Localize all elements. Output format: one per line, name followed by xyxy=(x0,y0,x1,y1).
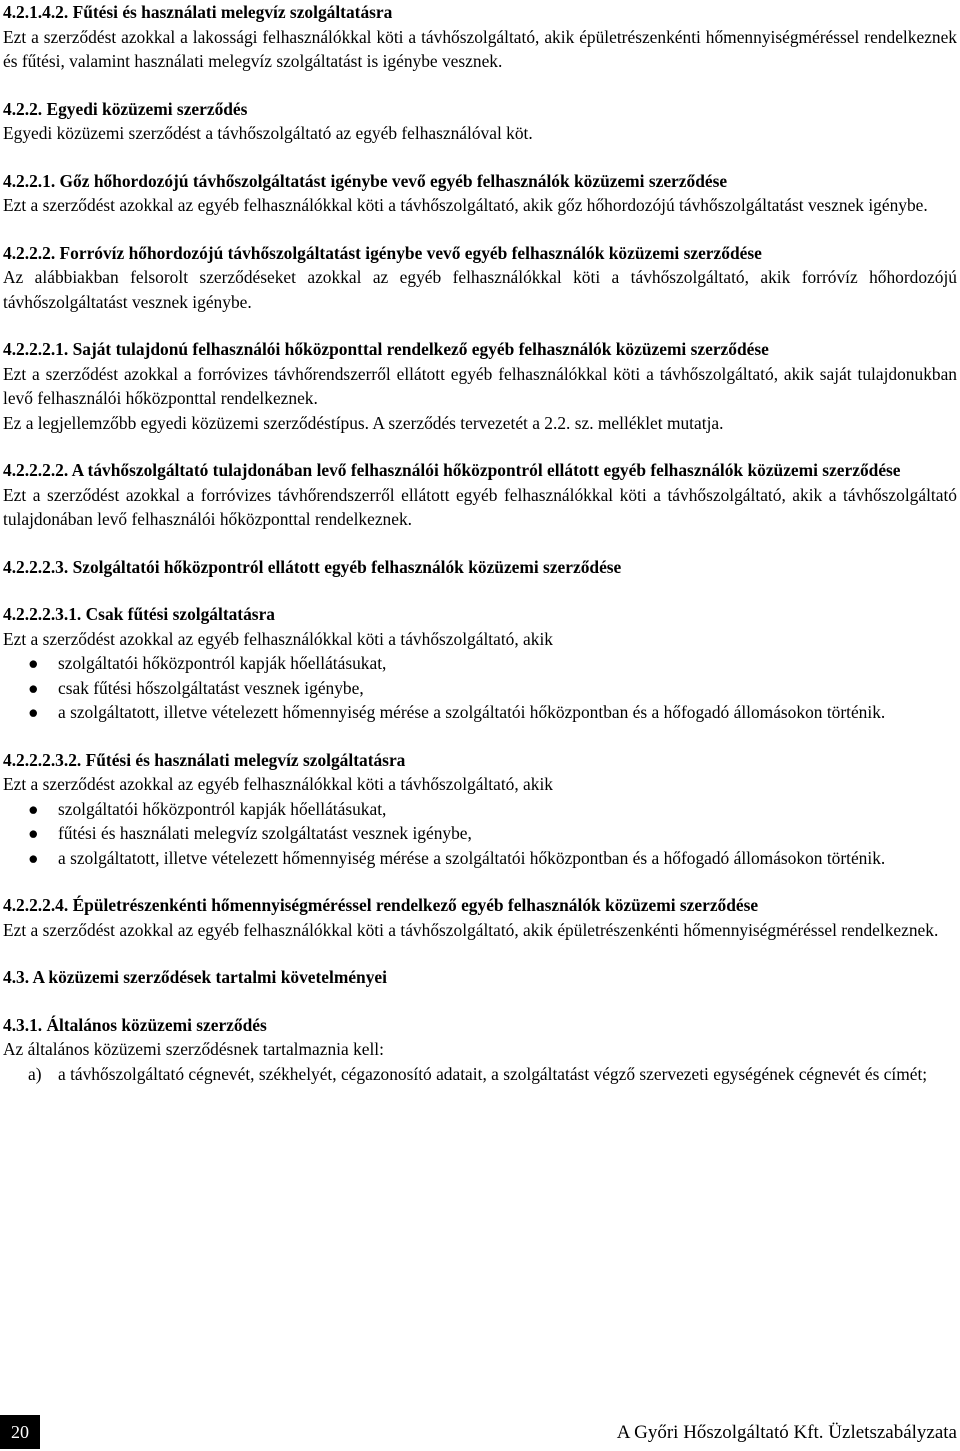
bullet-icon: ● xyxy=(28,653,39,673)
heading-number: 4.2.2.2.2. xyxy=(3,460,69,480)
heading-text: Egyedi közüzemi szerződés xyxy=(46,98,248,119)
heading-text: Csak fűtési szolgáltatásra xyxy=(85,604,275,624)
list-item: ● a szolgáltatott, illetve vételezett hőmennyiség mérése a szolgáltatói hőközpontban és a hőfogadó állomásokon történik. xyxy=(3,700,957,725)
list-marker: a) xyxy=(28,1063,42,1084)
section-heading xyxy=(3,458,957,483)
heading-text: Épületrészenkénti hőmennyiségméréssel rendelkező egyéb felhasználók közüzemi szerződése xyxy=(72,895,759,915)
bullet-list xyxy=(3,797,957,871)
document-page xyxy=(3,0,957,1086)
section-body: Az általános közüzemi szerződésnek tartalmaznia kell: xyxy=(3,1039,384,1059)
bullet-list xyxy=(3,651,957,725)
page-footer xyxy=(0,1407,960,1451)
section-body: Ezt a szerződést azokkal az egyéb felhasználókkal köti a távhőszolgáltató, akik gőz hőhordozójú távhőszolgáltatást vesznek igénybe. xyxy=(3,195,928,215)
heading-number: 4.2.2.2.1. xyxy=(3,339,69,359)
heading-text: Gőz hőhordozójú távhőszolgáltatást igénybe vevő egyéb felhasználók közüzemi szerződése xyxy=(59,170,728,191)
section-body: Egyedi közüzemi szerződést a távhőszolgáltató az egyéb felhasználóval köt. xyxy=(3,123,533,143)
bullet-icon: ● xyxy=(28,847,39,868)
section-4-2-2-2-3-1 xyxy=(3,602,957,725)
heading-text: A közüzemi szerződések tartalmi követelményei xyxy=(32,967,387,987)
section-4-2-2-1 xyxy=(3,169,957,218)
section-4-3-1 xyxy=(3,1013,957,1087)
section-4-2-2-2-3-2 xyxy=(3,748,957,871)
bullet-icon: ● xyxy=(28,677,39,698)
section-heading xyxy=(3,602,957,627)
section-4-3 xyxy=(3,965,957,990)
heading-number: 4.2.2.2.3.1. xyxy=(3,604,82,624)
section-body: Ezt a szerződést azokkal az egyéb felhasználókkal köti a távhőszolgáltató, akik xyxy=(3,774,553,794)
list-item: ● szolgáltatói hőközpontról kapják hőellátásukat, xyxy=(3,651,957,676)
section-heading xyxy=(3,555,957,580)
bullet-icon: ● xyxy=(28,823,39,843)
list-item: ● a szolgáltatott, illetve vételezett hőmennyiség mérése a szolgáltatói hőközpontban és a hőfogadó állomásokon történik. xyxy=(3,846,957,871)
list-item: ● fűtési és használati melegvíz szolgáltatást vesznek igénybe, xyxy=(3,821,957,846)
section-4-2-2-2-1 xyxy=(3,337,957,435)
section-body: Ezt a szerződést azokkal az egyéb felhasználókkal köti a távhőszolgáltató, akik épületrészenkénti hőmennyiségméréssel rendelkeznek. xyxy=(3,919,939,940)
section-body-extra: Ez a legjellemzőbb egyedi közüzemi szerződéstípus. A szerződés tervezetét a 2.2. sz. melléklet mutatja. xyxy=(3,412,724,433)
section-4-2-2-2-4 xyxy=(3,893,957,942)
heading-text: A távhőszolgáltató tulajdonában levő felhasználói hőközpontról ellátott egyéb felhasználók közüzemi szerződése xyxy=(71,460,901,480)
bullet-icon: ● xyxy=(28,798,39,819)
heading-text: Fűtési és használati melegvíz szolgáltatásra xyxy=(72,2,393,22)
section-body: Az alábbiakban felsorolt szerződéseket azokkal az egyéb felhasználókkal köti a távhőszolgáltató, akik forróvíz hőhordozójú távhőszolgáltatást vesznek igénybe. xyxy=(3,267,957,312)
section-heading xyxy=(3,97,957,122)
bullet-icon: ● xyxy=(28,702,39,722)
heading-text: Általános közüzemi szerződés xyxy=(46,1014,267,1035)
lettered-list xyxy=(3,1062,957,1087)
heading-number: 4.2.2. xyxy=(3,98,43,119)
section-heading xyxy=(3,965,957,990)
section-4-2-1-4-2 xyxy=(3,0,957,74)
heading-number: 4.2.1.4.2. xyxy=(3,2,69,22)
heading-text: Saját tulajdonú felhasználói hőközponttal rendelkező egyéb felhasználók közüzemi szerződése xyxy=(72,339,769,359)
heading-number: 4.3. xyxy=(3,967,30,987)
page-number: 20 xyxy=(0,1415,40,1449)
heading-number: 4.2.2.2.3.2. xyxy=(3,749,82,770)
section-body: Ezt a szerződést azokkal a forróvizes távhőrendszerről ellátott egyéb felhasználókkal köti a távhőszolgáltató, akik saját tulajdonukban levő felhasználói hőközponttal rendelkeznek. xyxy=(3,363,957,408)
heading-text: Szolgáltatói hőközpontról ellátott egyéb felhasználók közüzemi szerződése xyxy=(72,556,622,577)
section-4-2-2-2 xyxy=(3,241,957,315)
list-item: ● csak fűtési hőszolgáltatást vesznek igénybe, xyxy=(3,676,957,701)
section-heading xyxy=(3,748,957,773)
section-body: Ezt a szerződést azokkal a lakossági felhasználókkal köti a távhőszolgáltató, akik épületrészenkénti hőmennyiségméréssel rendelkeznek és fűtési, valamint használati melegvíz szolgáltatást is igénybe vesznek. xyxy=(3,26,957,71)
section-heading xyxy=(3,0,957,25)
heading-number: 4.2.2.2.3. xyxy=(3,556,69,577)
heading-text: Forróvíz hőhordozójú távhőszolgáltatást igénybe vevő egyéb felhasználók közüzemi szerződése xyxy=(59,242,762,263)
section-heading xyxy=(3,169,957,194)
list-item: a) a távhőszolgáltató cégnevét, székhelyét, cégazonosító adatait, a szolgáltatást végző szervezeti egységének cégnevét és címét; xyxy=(3,1062,957,1087)
heading-text: Fűtési és használati melegvíz szolgáltatásra xyxy=(85,749,406,770)
section-4-2-2-2-2 xyxy=(3,458,957,532)
heading-number: 4.3.1. xyxy=(3,1014,43,1035)
section-4-2-2-2-3 xyxy=(3,555,957,580)
heading-number: 4.2.2.2. xyxy=(3,242,56,263)
section-heading xyxy=(3,1013,957,1038)
section-4-2-2 xyxy=(3,97,957,146)
section-body: Ezt a szerződést azokkal az egyéb felhasználókkal köti a távhőszolgáltató, akik xyxy=(3,628,553,649)
list-item: ● szolgáltatói hőközpontról kapják hőellátásukat, xyxy=(3,797,957,822)
section-heading xyxy=(3,893,957,918)
heading-number: 4.2.2.1. xyxy=(3,170,56,191)
section-body: Ezt a szerződést azokkal a forróvizes távhőrendszerről ellátott egyéb felhasználókkal köti a távhőszolgáltató, akik a távhőszolgáltató tulajdonában levő felhasználói hőközponttal rendelkeznek. xyxy=(3,484,957,529)
heading-number: 4.2.2.2.4. xyxy=(3,895,69,915)
footer-title: A Győri Hőszolgáltató Kft. Üzletszabályzata xyxy=(616,1422,957,1443)
section-heading xyxy=(3,337,957,362)
section-heading xyxy=(3,241,957,266)
